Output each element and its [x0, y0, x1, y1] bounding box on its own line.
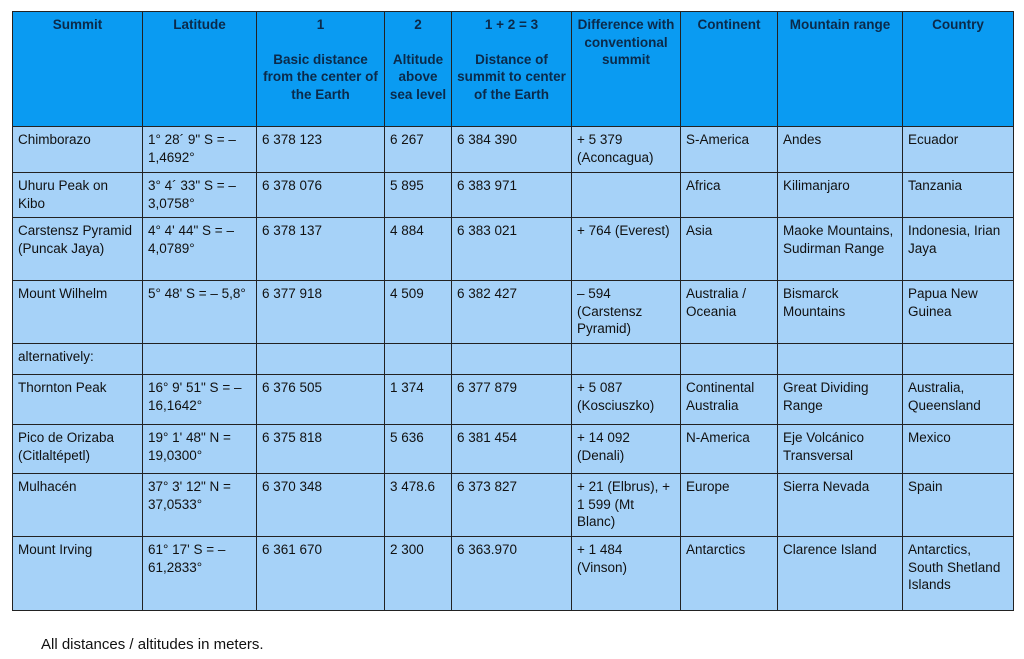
cell-summit-distance: 6 381 454 — [452, 425, 572, 474]
cell-mountain-range: Andes — [778, 127, 903, 173]
cell-summit-distance: 6 383 021 — [452, 218, 572, 281]
cell-mountain-range: Bismarck Mountains — [778, 281, 903, 344]
column-header-title: 1 + 2 = 3 — [484, 17, 539, 32]
cell-mountain-range: Kilimanjaro — [778, 173, 903, 218]
column-header-title: Country — [932, 17, 984, 32]
cell-summit-distance: 6 377 879 — [452, 375, 572, 425]
table-row — [13, 173, 1014, 218]
table-row — [13, 218, 1014, 281]
cell-summit-distance: 6 373 827 — [452, 474, 572, 537]
table-header-row — [13, 12, 1014, 127]
cell-continent: N-America — [681, 425, 778, 474]
cell-altitude: 5 636 — [385, 425, 452, 474]
cell-country: Antarctics, South Shetland Islands — [903, 537, 1014, 611]
table-row — [13, 344, 1014, 375]
column-header-difference — [572, 12, 681, 127]
cell-mountain-range — [778, 344, 903, 375]
cell-summit: Mount Irving — [13, 537, 143, 611]
cell-mountain-range: Great Dividing Range — [778, 375, 903, 425]
cell-altitude: 2 300 — [385, 537, 452, 611]
cell-continent: Australia / Oceania — [681, 281, 778, 344]
table-row — [13, 281, 1014, 344]
cell-altitude: 1 374 — [385, 375, 452, 425]
column-header-title: Summit — [52, 17, 103, 32]
column-header-title: 2 — [414, 17, 422, 32]
cell-summit: Uhuru Peak on Kibo — [13, 173, 143, 218]
cell-basic-distance: 6 376 505 — [257, 375, 385, 425]
summits-table — [12, 11, 1014, 611]
cell-difference: + 14 092 (Denali) — [572, 425, 681, 474]
cell-continent: Continental Australia — [681, 375, 778, 425]
cell-summit-distance: 6 384 390 — [452, 127, 572, 173]
column-header-title: Mountain range — [789, 17, 891, 32]
cell-country: Indonesia, Irian Jaya — [903, 218, 1014, 281]
cell-latitude: 19° 1' 48" N = 19,0300° — [143, 425, 257, 474]
cell-latitude — [143, 344, 257, 375]
cell-basic-distance: 6 375 818 — [257, 425, 385, 474]
table-row — [13, 537, 1014, 611]
column-header-subtitle: Basic distance from the center of the Earth — [263, 51, 378, 102]
cell-latitude: 3° 4´ 33" S = – 3,0758° — [143, 173, 257, 218]
cell-summit: Mulhacén — [13, 474, 143, 537]
column-header-subtitle: Distance of summit to center of the Earth — [457, 51, 566, 102]
cell-difference: + 21 (Elbrus), + 1 599 (Mt Blanc) — [572, 474, 681, 537]
cell-altitude: 5 895 — [385, 173, 452, 218]
cell-summit-distance: 6 363.970 — [452, 537, 572, 611]
cell-summit: alternatively: — [13, 344, 143, 375]
column-header-mountain-range — [778, 12, 903, 127]
cell-altitude: 4 509 — [385, 281, 452, 344]
column-header-title: Continent — [697, 17, 761, 32]
cell-country: Ecuador — [903, 127, 1014, 173]
column-header-summit — [13, 12, 143, 127]
cell-mountain-range: Clarence Island — [778, 537, 903, 611]
cell-summit: Mount Wilhelm — [13, 281, 143, 344]
cell-continent — [681, 344, 778, 375]
cell-latitude: 37° 3' 12" N = 37,0533° — [143, 474, 257, 537]
column-header-basic-distance — [257, 12, 385, 127]
column-header-country — [903, 12, 1014, 127]
cell-difference — [572, 173, 681, 218]
cell-country: Australia, Queensland — [903, 375, 1014, 425]
cell-mountain-range: Maoke Mountains, Sudirman Range — [778, 218, 903, 281]
table-row — [13, 127, 1014, 173]
cell-latitude: 5° 48' S = – 5,8° — [143, 281, 257, 344]
units-footnote: All distances / altitudes in meters. — [41, 636, 264, 653]
cell-basic-distance: 6 361 670 — [257, 537, 385, 611]
column-header-altitude — [385, 12, 452, 127]
cell-continent: S-America — [681, 127, 778, 173]
cell-basic-distance: 6 377 918 — [257, 281, 385, 344]
table-row — [13, 474, 1014, 537]
cell-continent: Antarctics — [681, 537, 778, 611]
cell-continent: Asia — [681, 218, 778, 281]
cell-mountain-range: Eje Volcánico Transversal — [778, 425, 903, 474]
cell-difference: + 764 (Everest) — [572, 218, 681, 281]
column-header-subtitle: Altitude above sea level — [389, 51, 447, 102]
cell-latitude: 1° 28´ 9" S = – 1,4692° — [143, 127, 257, 173]
table-row — [13, 425, 1014, 474]
cell-difference: – 594 (Carstensz Pyramid) — [572, 281, 681, 344]
column-header-title: Latitude — [173, 17, 226, 32]
cell-summit: Thornton Peak — [13, 375, 143, 425]
cell-country: Spain — [903, 474, 1014, 537]
column-header-summit-distance — [452, 12, 572, 127]
cell-basic-distance: 6 378 137 — [257, 218, 385, 281]
cell-mountain-range: Sierra Nevada — [778, 474, 903, 537]
cell-difference — [572, 344, 681, 375]
cell-latitude: 61° 17' S = – 61,2833° — [143, 537, 257, 611]
cell-difference: + 1 484 (Vinson) — [572, 537, 681, 611]
cell-country: Tanzania — [903, 173, 1014, 218]
cell-basic-distance: 6 378 076 — [257, 173, 385, 218]
cell-summit: Carstensz Pyramid (Puncak Jaya) — [13, 218, 143, 281]
cell-difference: + 5 087 (Kosciuszko) — [572, 375, 681, 425]
cell-summit-distance: 6 383 971 — [452, 173, 572, 218]
cell-altitude — [385, 344, 452, 375]
cell-basic-distance: 6 378 123 — [257, 127, 385, 173]
cell-summit: Pico de Orizaba (Citlaltépetl) — [13, 425, 143, 474]
cell-altitude: 4 884 — [385, 218, 452, 281]
cell-summit-distance: 6 382 427 — [452, 281, 572, 344]
table-body — [13, 127, 1014, 611]
column-header-title: Difference with conventional summit — [577, 17, 675, 67]
column-header-title: 1 — [316, 17, 325, 32]
cell-country: Papua New Guinea — [903, 281, 1014, 344]
cell-altitude: 3 478.6 — [385, 474, 452, 537]
cell-summit: Chimborazo — [13, 127, 143, 173]
cell-latitude: 4° 4' 44" S = – 4,0789° — [143, 218, 257, 281]
table-row — [13, 375, 1014, 425]
column-header-latitude — [143, 12, 257, 127]
cell-altitude: 6 267 — [385, 127, 452, 173]
cell-continent: Africa — [681, 173, 778, 218]
cell-continent: Europe — [681, 474, 778, 537]
cell-country: Mexico — [903, 425, 1014, 474]
column-header-continent — [681, 12, 778, 127]
cell-basic-distance — [257, 344, 385, 375]
cell-difference: + 5 379 (Aconcagua) — [572, 127, 681, 173]
cell-basic-distance: 6 370 348 — [257, 474, 385, 537]
cell-country — [903, 344, 1014, 375]
cell-latitude: 16° 9' 51" S = – 16,1642° — [143, 375, 257, 425]
cell-summit-distance — [452, 344, 572, 375]
